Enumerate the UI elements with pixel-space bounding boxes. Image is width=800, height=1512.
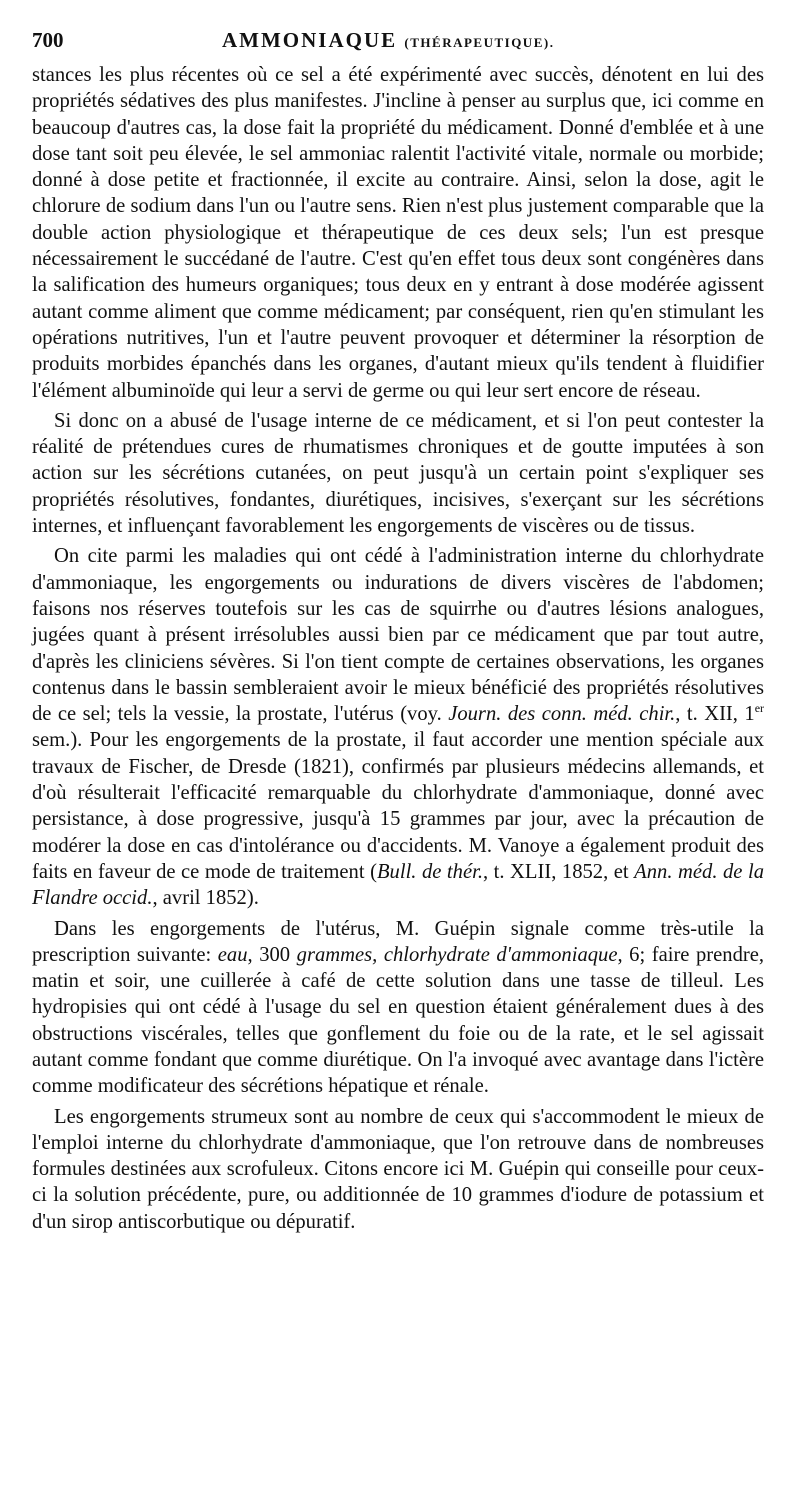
text-run: , avril 1852). [152, 887, 259, 910]
text-run: Si donc on a abusé de l'usage interne de ce médicament, et si l'on peut contester la réalité de prétendues cures de rhumatismes chroniques et de goutte imputées à son action sur les sécrétions cutanées, on peut jusqu'à un certain point s'expliquer ses propriétés résolutives, fondantes, diurétiques, incisives, s'exerçant sur les sécrétions internes, et influençant favorablement les engorgements de viscères ou de tissus. [32, 409, 764, 538]
paragraph [32, 543, 764, 911]
running-title-main: AMMONIAQUE [222, 28, 398, 52]
text-run: , t. XLII, 1852, et [482, 860, 635, 883]
paragraph [32, 1104, 764, 1235]
body-text [32, 62, 764, 1235]
paragraph [32, 62, 764, 404]
text-run: , t. XII, 1 [675, 703, 755, 726]
text-run: On cite parmi les maladies qui ont cédé à l'administration interne du chlorhydrate d'ammoniaque, les engorgements ou indurations de divers viscères de l'abdomen; faisons nos réserves toutefois sur les cas de squirrhe ou d'autres lésions analogues, jugées quant à présent irrésolubles aussi bien par ce médicament que par tout autre, d'après les cliniciens sévères. Si l'on tient compte de certaines observations, les organes contenus dans le bassin sembleraient avoir le mieux bénéficié des propriétés résolutives de ce sel; tels la vessie, la prostate, l'utérus (voy. [32, 545, 764, 726]
italic-run: eau [217, 943, 248, 966]
page-header [32, 28, 764, 62]
running-title [222, 28, 554, 53]
text-run: , 300 [247, 943, 297, 966]
text-run: stances les plus récentes où ce sel a été expérimenté avec succès, dénotent en lui des propriétés sédatives des plus manifestes. J'incline à penser au surplus que, ici comme en beaucoup d'autres cas, la dose fait la propriété du médicament. Donné d'emblée et à une dose tant soit peu élevée, le sel ammoniac ralentit l'activité vitale, normale ou morbide; donné à dose petite et fractionnée, il excite au contraire. Ainsi, selon la dose, agit le chlorure de sodium dans l'un ou l'autre sens. Rien n'est plus justement comparable que la double action physiologique et thérapeutique de ces deux sels; l'un est presque nécessairement le succédané de l'autre. C'est qu'en effet tous deux sont congénères dans la salification des humeurs organiques; tous deux en y entrant à dose modérée agissent autant comme aliment que comme médicament; par conséquent, rien qu'en stimulant les opérations nutritives, l'un et l'autre peuvent provoquer et déterminer la résorption de produits morbides épanchés dans les organes, d'autant mieux qu'ils tendent à fluidifier l'élément albuminoïde qui leur a servi de germe ou qui leur sert encore de réseau. [32, 64, 764, 402]
italic-run: Journ. des conn. méd. chir. [448, 703, 676, 726]
italic-run: grammes, chlorhydrate d'ammoniaque [296, 943, 618, 966]
italic-run: Bull. de thér. [376, 860, 483, 883]
page-number: 700 [32, 28, 64, 52]
text-run: , 6; faire prendre, matin et soir, une cuillerée à café de cette solution dans une tasse de tilleul. Les hydropisies qui ont cédé à l'usage du sel en question étaient généralement dues à des obstructions viscérales, telles que gonflement du foie ou de la rate, et le sel agissait autant comme fondant que comme diurétique. On l'a invoqué avec avantage dans l'ictère comme modificateur des sécrétions hépatique et rénale. [32, 943, 765, 1098]
running-title-sub: (THÉRAPEUTIQUE). [404, 35, 555, 50]
italic-run: Ann. méd. de la Flandre occid. [32, 860, 764, 910]
text-run: Dans les engorgements de l'utérus, M. Guépin signale comme très-utile la prescription suivante: [32, 917, 764, 966]
superscript-run: er [754, 701, 765, 716]
paragraph [32, 916, 764, 1100]
text-run: sem.). Pour les engorgements de la prostate, il faut accorder une mention spéciale aux travaux de Fischer, de Dresde (1821), confirmés par plusieurs médecins allemands, et d'où résulterait l'efficacité remarquable du chlorhydrate d'ammoniaque, donné avec persistance, à dose progressive, jusqu'à 15 grammes par jour, avec la précaution de modérer la dose en cas d'intolérance ou d'accidents. M. Vanoye a également produit des faits en faveur de ce mode de traitement ( [32, 729, 764, 883]
paragraph [32, 408, 764, 539]
text-run: Les engorgements strumeux sont au nombre de ceux qui s'accommodent le mieux de l'emploi interne du chlorhydrate d'ammoniaque, que l'on retrouve dans de nombreuses formules destinées aux scrofuleux. Citons encore ici M. Guépin qui conseille pour ceux-ci la solution précédente, pure, ou additionnée de 10 grammes d'iodure de potassium et d'un sirop antiscorbutique ou dépuratif. [32, 1105, 764, 1233]
